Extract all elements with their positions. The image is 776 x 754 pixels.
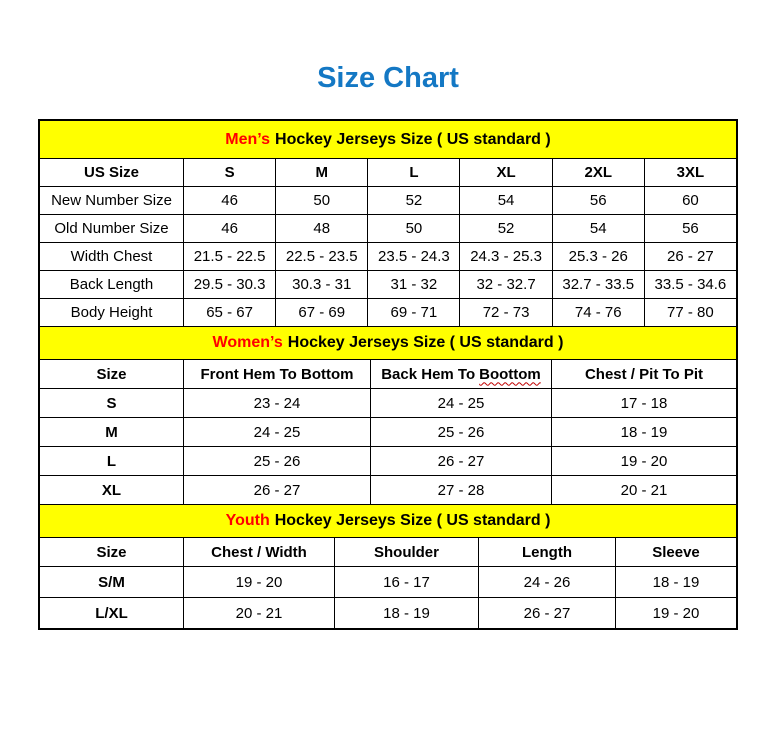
data-cell: 77 - 80	[644, 298, 736, 326]
data-cell: 22.5 - 23.5	[275, 242, 367, 270]
section-header-youth-text: Hockey Jerseys Size ( US standard )	[274, 512, 551, 529]
womens-col-header: Front Hem To Bottom	[183, 359, 370, 388]
data-cell: 23 - 24	[183, 388, 370, 417]
data-cell: 72 - 73	[459, 298, 551, 326]
section-header-youth	[40, 504, 736, 537]
row-label: S/M	[40, 566, 183, 597]
youth-col-header: Sleeve	[615, 537, 736, 566]
data-cell: 24 - 26	[478, 566, 615, 597]
data-cell: 18 - 19	[551, 417, 736, 446]
data-cell: 18 - 19	[615, 566, 736, 597]
row-label: XL	[40, 475, 183, 504]
data-cell: 26 - 27	[183, 475, 370, 504]
data-cell: 65 - 67	[183, 298, 275, 326]
mens-table	[40, 158, 736, 326]
data-cell: 32 - 32.7	[459, 270, 551, 298]
section-header-womens	[40, 326, 736, 359]
row-label: L	[40, 446, 183, 475]
data-cell: 56	[552, 186, 644, 214]
section-header-womens-highlight: Women’s	[212, 334, 283, 351]
data-cell: 48	[275, 214, 367, 242]
data-cell: 19 - 20	[551, 446, 736, 475]
section-header-mens	[40, 121, 736, 158]
data-cell: 26 - 27	[478, 597, 615, 628]
data-cell: 21.5 - 22.5	[183, 242, 275, 270]
data-cell: 17 - 18	[551, 388, 736, 417]
data-cell: 67 - 69	[275, 298, 367, 326]
mens-col-header: L	[367, 158, 459, 186]
section-header-womens-text: Hockey Jerseys Size ( US standard )	[287, 334, 564, 351]
data-cell: 50	[275, 186, 367, 214]
data-cell: 20 - 21	[551, 475, 736, 504]
row-label: Old Number Size	[40, 214, 183, 242]
data-cell: 25 - 26	[183, 446, 370, 475]
row-label: L/XL	[40, 597, 183, 628]
data-cell: 52	[459, 214, 551, 242]
section-header-mens-highlight: Men’s	[225, 130, 271, 148]
row-label: M	[40, 417, 183, 446]
data-cell: 23.5 - 24.3	[367, 242, 459, 270]
data-cell: 29.5 - 30.3	[183, 270, 275, 298]
row-label: S	[40, 388, 183, 417]
data-cell: 52	[367, 186, 459, 214]
data-cell: 33.5 - 34.6	[644, 270, 736, 298]
data-cell: 46	[183, 214, 275, 242]
data-cell: 18 - 19	[334, 597, 478, 628]
data-cell: 26 - 27	[370, 446, 551, 475]
mens-col-header: M	[275, 158, 367, 186]
data-cell: 31 - 32	[367, 270, 459, 298]
data-cell: 19 - 20	[183, 566, 334, 597]
data-cell: 25 - 26	[370, 417, 551, 446]
data-cell: 30.3 - 31	[275, 270, 367, 298]
header-text: Back Hem To	[381, 365, 476, 383]
data-cell: 50	[367, 214, 459, 242]
womens-col-header-misspelled	[370, 359, 551, 388]
youth-col-header: Chest / Width	[183, 537, 334, 566]
youth-col-header: Length	[478, 537, 615, 566]
data-cell: 25.3 - 26	[552, 242, 644, 270]
data-cell: 24.3 - 25.3	[459, 242, 551, 270]
youth-table	[40, 537, 736, 628]
data-cell: 26 - 27	[644, 242, 736, 270]
data-cell: 24 - 25	[183, 417, 370, 446]
row-label: New Number Size	[40, 186, 183, 214]
data-cell: 20 - 21	[183, 597, 334, 628]
data-cell: 46	[183, 186, 275, 214]
misspelled-word: Boottom	[479, 365, 541, 383]
row-label: Width Chest	[40, 242, 183, 270]
data-cell: 54	[459, 186, 551, 214]
data-cell: 56	[644, 214, 736, 242]
data-cell: 16 - 17	[334, 566, 478, 597]
data-cell: 74 - 76	[552, 298, 644, 326]
size-chart-table	[38, 119, 738, 630]
row-label: Back Length	[40, 270, 183, 298]
data-cell: 54	[552, 214, 644, 242]
section-header-mens-text: Hockey Jerseys Size ( US standard )	[275, 130, 551, 148]
data-cell: 27 - 28	[370, 475, 551, 504]
page-title: Size Chart	[317, 62, 459, 94]
mens-col-header: 3XL	[644, 158, 736, 186]
mens-col-header: 2XL	[552, 158, 644, 186]
mens-col-header: S	[183, 158, 275, 186]
womens-col-header: Chest / Pit To Pit	[551, 359, 736, 388]
row-label: Body Height	[40, 298, 183, 326]
section-header-youth-highlight: Youth	[225, 512, 270, 529]
data-cell: 19 - 20	[615, 597, 736, 628]
mens-col-header: US Size	[40, 158, 183, 186]
data-cell: 24 - 25	[370, 388, 551, 417]
data-cell: 32.7 - 33.5	[552, 270, 644, 298]
youth-col-header: Size	[40, 537, 183, 566]
womens-col-header: Size	[40, 359, 183, 388]
youth-col-header: Shoulder	[334, 537, 478, 566]
mens-col-header: XL	[459, 158, 551, 186]
data-cell: 60	[644, 186, 736, 214]
womens-table	[40, 359, 736, 504]
data-cell: 69 - 71	[367, 298, 459, 326]
